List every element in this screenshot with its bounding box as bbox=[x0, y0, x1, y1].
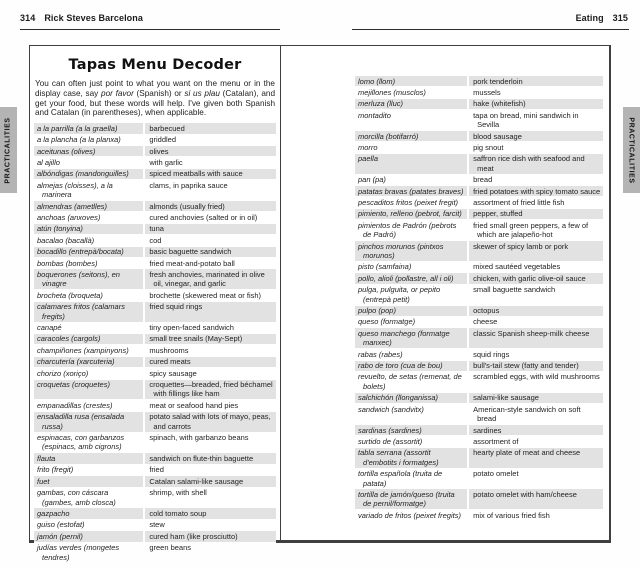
term-cell: albóndigas (mandonguilles) bbox=[34, 169, 145, 179]
table-row bbox=[34, 465, 276, 476]
term-cell: croquetas (croquetes) bbox=[34, 380, 145, 400]
table-row bbox=[355, 142, 603, 153]
description-cell: mix of various fried fish bbox=[473, 510, 550, 520]
decoder-intro bbox=[35, 79, 275, 118]
description-cell: green beans bbox=[149, 543, 192, 553]
term-cell: morro bbox=[355, 142, 469, 152]
term-cell: bacalao (bacallà) bbox=[34, 235, 145, 245]
term-cell: calamares fritos (calamars fregits) bbox=[34, 302, 145, 322]
term-cell: sandwich (sandvitx) bbox=[355, 404, 469, 424]
table-row bbox=[34, 169, 276, 180]
term-cell: empanadillas (crestes) bbox=[34, 400, 145, 410]
description-cell: spiced meatballs with sauce bbox=[149, 169, 243, 179]
term-cell: guiso (estofat) bbox=[34, 520, 145, 530]
term-cell: aceitunas (olives) bbox=[34, 146, 145, 156]
description-cell: tuna bbox=[149, 224, 164, 234]
term-cell: canapé bbox=[34, 323, 145, 333]
description-cell: potato salad with lots of mayo, peas, and carrots bbox=[149, 412, 271, 431]
description-cell: mixed sautéed vegetables bbox=[473, 262, 561, 272]
term-cell: rabas (rabes) bbox=[355, 349, 469, 359]
description-cell: sandwich on flute-thin baguette bbox=[149, 453, 254, 463]
description-cell: assortment of fried little fish bbox=[473, 197, 565, 207]
description-cell: bull's-tail stew (fatty and tender) bbox=[473, 361, 579, 371]
term-cell: pulga, pulguita, or pepito (entrepà petit) bbox=[355, 285, 469, 305]
term-cell: frito (fregit) bbox=[34, 465, 145, 475]
term-cell: lomo (llom) bbox=[355, 76, 469, 86]
page-number-right: 315 bbox=[612, 13, 628, 23]
term-cell: variado de fritos (peixet fregits) bbox=[355, 510, 469, 520]
description-cell: spinach, with garbanzo beans bbox=[149, 433, 249, 443]
table-row bbox=[34, 135, 276, 146]
description-cell: cured ham (like prosciutto) bbox=[149, 531, 238, 541]
tapas-table-right bbox=[355, 76, 603, 522]
intro-text: (Spanish) or bbox=[133, 88, 185, 98]
intro-italic-phrase: si us plau bbox=[184, 88, 220, 98]
term-cell: tortilla de jamón/queso (truita de pernil/formatge) bbox=[355, 489, 469, 509]
term-cell: a la parrilla (a la graella) bbox=[34, 123, 145, 133]
table-row bbox=[355, 175, 603, 186]
intro-text: (Catalan), and get your food, but these words will help. I've given both Spanish and Catalan (in parentheses), when applicable. bbox=[35, 88, 275, 118]
description-cell: Catalan salami-like sausage bbox=[149, 476, 244, 486]
table-row bbox=[34, 412, 276, 433]
description-cell: fresh anchovies, marinated in olive oil, vinegar, and garlic bbox=[149, 269, 265, 289]
right-page-header bbox=[576, 13, 628, 23]
term-cell: patatas bravas (patates braves) bbox=[355, 186, 469, 196]
description-cell: fried potatoes with spicy tomato sauce bbox=[473, 186, 601, 196]
table-row bbox=[355, 372, 603, 393]
book-title: Rick Steves Barcelona bbox=[44, 13, 143, 23]
table-row bbox=[34, 453, 276, 464]
chapter-title: Eating bbox=[575, 13, 604, 23]
table-row bbox=[34, 476, 276, 487]
term-cell: pinchos morunos (pintxos morunos) bbox=[355, 241, 469, 261]
table-row bbox=[34, 157, 276, 168]
table-row bbox=[355, 317, 603, 328]
table-row bbox=[355, 197, 603, 208]
table-row bbox=[34, 433, 276, 454]
decoder-title: Tapas Menu Decoder bbox=[68, 57, 242, 73]
description-cell: small baguette sandwich bbox=[473, 285, 556, 295]
header-rule-right bbox=[352, 29, 629, 30]
description-cell: mussels bbox=[473, 87, 501, 97]
description-cell: olives bbox=[149, 146, 169, 156]
table-row bbox=[355, 489, 603, 510]
table-row bbox=[355, 241, 603, 262]
term-cell: charcutería (xarcuteria) bbox=[34, 357, 145, 367]
table-row bbox=[355, 510, 603, 521]
term-cell: gazpacho bbox=[34, 508, 145, 518]
description-cell: octopus bbox=[473, 306, 500, 316]
table-row bbox=[34, 508, 276, 519]
term-cell: queso manchego (formatge manxec) bbox=[355, 328, 469, 348]
term-cell: revuelto, de setas (remenat, de bolets) bbox=[355, 372, 469, 392]
table-row bbox=[34, 302, 276, 323]
description-cell: cured anchovies (salted or in oil) bbox=[149, 212, 258, 222]
term-cell: atún (tonyina) bbox=[34, 224, 145, 234]
table-row bbox=[355, 186, 603, 197]
table-row bbox=[355, 220, 603, 241]
left-page-header bbox=[20, 13, 143, 23]
description-cell: squid rings bbox=[473, 349, 510, 359]
term-cell: jamón (pernil) bbox=[34, 531, 145, 541]
table-row bbox=[355, 131, 603, 142]
table-row bbox=[34, 357, 276, 368]
table-row bbox=[34, 269, 276, 290]
term-cell: surtido de (assortit) bbox=[355, 436, 469, 446]
intro-italic-phrase: por favor bbox=[101, 88, 134, 98]
term-cell: pimientos de Padrón (pebrots de Padró) bbox=[355, 220, 469, 240]
table-row bbox=[34, 224, 276, 235]
table-row bbox=[355, 76, 603, 87]
table-row bbox=[355, 448, 603, 469]
table-row bbox=[34, 258, 276, 269]
table-row bbox=[34, 368, 276, 379]
description-cell: griddled bbox=[149, 135, 176, 145]
term-cell: pulpo (pop) bbox=[355, 306, 469, 316]
description-cell: pig snout bbox=[473, 142, 504, 152]
table-row bbox=[355, 209, 603, 220]
term-cell: merluza (lluc) bbox=[355, 99, 469, 109]
table-row bbox=[34, 123, 276, 134]
practicalities-tab-left-label: PRACTICALITIES bbox=[5, 116, 13, 184]
page-number-left: 314 bbox=[20, 13, 36, 23]
decoder-box-left bbox=[29, 45, 281, 562]
intro-text: You can often just point to what you want on the menu or in the display case, say bbox=[35, 79, 275, 98]
table-row bbox=[34, 201, 276, 212]
description-cell: fried meat-and-potato ball bbox=[149, 258, 235, 268]
term-cell: ensaladilla rusa (ensalada russa) bbox=[34, 412, 145, 432]
description-cell: spicy sausage bbox=[149, 368, 197, 378]
term-cell: tortilla española (truita de patata) bbox=[355, 469, 469, 489]
term-cell: pan (pa) bbox=[355, 175, 469, 185]
description-cell: skewer of spicy lamb or pork bbox=[473, 241, 569, 251]
table-row bbox=[34, 543, 276, 564]
description-cell: scrambled eggs, with wild mushrooms bbox=[473, 372, 600, 382]
table-row bbox=[355, 349, 603, 360]
table-row bbox=[34, 235, 276, 246]
description-cell: cured meats bbox=[149, 357, 191, 367]
term-cell: anchoas (anxoves) bbox=[34, 212, 145, 222]
table-row bbox=[34, 212, 276, 223]
description-cell: small tree snails (May-Sept) bbox=[149, 334, 243, 344]
description-cell: classic Spanish sheep-milk cheese bbox=[473, 328, 590, 338]
table-row bbox=[34, 334, 276, 345]
table-row bbox=[355, 306, 603, 317]
table-row bbox=[34, 323, 276, 334]
description-cell: tapa on bread, mini sandwich in Sevilla bbox=[473, 110, 579, 130]
description-cell: cold tomato soup bbox=[149, 508, 207, 518]
description-cell: basic baguette sandwich bbox=[149, 247, 232, 257]
table-row bbox=[355, 425, 603, 436]
description-cell: sardines bbox=[473, 425, 502, 435]
term-cell: espinacas, con garbanzos (espinacs, amb cigrons) bbox=[34, 433, 145, 453]
description-cell: fried bbox=[149, 465, 164, 475]
description-cell: croquettes—breaded, fried béchamel with fillings like ham bbox=[149, 380, 273, 399]
description-cell: fried squid rings bbox=[149, 302, 203, 312]
table-row bbox=[34, 247, 276, 258]
description-cell: assortment of bbox=[473, 436, 519, 446]
description-cell: with garlic bbox=[149, 157, 183, 167]
term-cell: queso (formatge) bbox=[355, 317, 469, 327]
term-cell: rabo de toro (cua de bou) bbox=[355, 361, 469, 371]
term-cell: flauta bbox=[34, 453, 145, 463]
table-row bbox=[355, 328, 603, 349]
term-cell: montadito bbox=[355, 110, 469, 130]
description-cell: brochette (skewered meat or fish) bbox=[149, 290, 262, 300]
term-cell: champiñones (xampinyons) bbox=[34, 345, 145, 355]
practicalities-tab-right-label: PRACTICALITIES bbox=[628, 116, 636, 184]
table-row bbox=[355, 361, 603, 372]
table-row bbox=[355, 262, 603, 273]
description-cell: hake (whitefish) bbox=[473, 99, 526, 109]
header-rule-left bbox=[20, 29, 280, 30]
term-cell: morcilla (botifarró) bbox=[355, 131, 469, 141]
table-row bbox=[34, 146, 276, 157]
description-cell: meat or seafood hand pies bbox=[149, 400, 239, 410]
table-row bbox=[355, 99, 603, 110]
description-cell: stew bbox=[149, 520, 165, 530]
table-row bbox=[355, 393, 603, 404]
table-row bbox=[34, 488, 276, 509]
description-cell: potato omelet with ham/cheese bbox=[473, 489, 577, 499]
term-cell: pisto (samfaina) bbox=[355, 262, 469, 272]
term-cell: sardinas (sardines) bbox=[355, 425, 469, 435]
description-cell: chicken, with garlic olive-oil sauce bbox=[473, 273, 586, 283]
description-cell: American-style sandwich on soft bread bbox=[473, 404, 581, 424]
description-cell: cheese bbox=[473, 317, 498, 327]
term-cell: fuet bbox=[34, 476, 145, 486]
table-row bbox=[355, 154, 603, 175]
table-row bbox=[355, 469, 603, 490]
description-cell: barbecued bbox=[149, 123, 185, 133]
description-cell: fried small green peppers, a few of which are jalapeño-hot bbox=[473, 220, 589, 240]
description-cell: pork tenderloin bbox=[473, 76, 523, 86]
term-cell: tabla serrana (assortit d'embotits i formatges) bbox=[355, 448, 469, 468]
term-cell: almendras (ametlles) bbox=[34, 201, 145, 211]
table-row bbox=[34, 290, 276, 301]
term-cell: boquerones (seitons), en vinagre bbox=[34, 269, 145, 289]
description-cell: pepper, stuffed bbox=[473, 209, 523, 219]
term-cell: bombas (bombes) bbox=[34, 258, 145, 268]
table-row bbox=[355, 436, 603, 447]
tapas-table-left bbox=[34, 123, 276, 563]
description-cell: clams, in paprika sauce bbox=[149, 180, 228, 190]
table-row bbox=[34, 180, 276, 201]
table-row bbox=[34, 400, 276, 411]
table-row bbox=[355, 285, 603, 306]
term-cell: almejas (cloisses), a la marinera bbox=[34, 180, 145, 200]
term-cell: pimiento, relleno (pebrot, farcit) bbox=[355, 209, 469, 219]
term-cell: bocadillo (entrepà/bocata) bbox=[34, 247, 145, 257]
term-cell: pollo, alioli (pollastre, all i oli) bbox=[355, 273, 469, 283]
term-cell: brocheta (broqueta) bbox=[34, 290, 145, 300]
term-cell: al ajillo bbox=[34, 157, 145, 167]
table-row bbox=[34, 380, 276, 401]
description-cell: potato omelet bbox=[473, 469, 519, 479]
description-cell: salami-like sausage bbox=[473, 393, 539, 403]
term-cell: salchichón (llonganissa) bbox=[355, 393, 469, 403]
description-cell: hearty plate of meat and cheese bbox=[473, 448, 581, 458]
description-cell: saffron rice dish with seafood and meat bbox=[473, 154, 585, 173]
term-cell: mejillones (musclos) bbox=[355, 87, 469, 97]
table-row bbox=[34, 345, 276, 356]
term-cell: pescaditos fritos (peixet fregit) bbox=[355, 197, 469, 207]
term-cell: a la plancha (a la planxa) bbox=[34, 135, 145, 145]
description-cell: cod bbox=[149, 235, 162, 245]
practicalities-tab-left bbox=[0, 107, 17, 193]
table-row bbox=[355, 87, 603, 98]
table-row bbox=[355, 273, 603, 284]
practicalities-tab-right bbox=[623, 107, 640, 193]
table-row bbox=[34, 520, 276, 531]
description-cell: blood sausage bbox=[473, 131, 522, 141]
term-cell: caracoles (cargols) bbox=[34, 334, 145, 344]
description-cell: tiny open-faced sandwich bbox=[149, 323, 234, 332]
description-cell: almonds (usually fried) bbox=[149, 201, 225, 211]
description-cell: bread bbox=[473, 175, 493, 185]
term-cell: judías verdes (mongetes tendres) bbox=[34, 543, 145, 563]
term-cell: chorizo (xoriço) bbox=[34, 368, 145, 378]
table-row bbox=[34, 531, 276, 542]
decoder-box-right bbox=[280, 45, 611, 543]
description-cell: shrimp, with shell bbox=[149, 488, 207, 498]
table-row bbox=[355, 110, 603, 131]
term-cell: gambas, con cáscara (gambes, amb closca) bbox=[34, 488, 145, 508]
term-cell: paella bbox=[355, 154, 469, 174]
table-row bbox=[355, 404, 603, 425]
description-cell: mushrooms bbox=[149, 345, 189, 355]
